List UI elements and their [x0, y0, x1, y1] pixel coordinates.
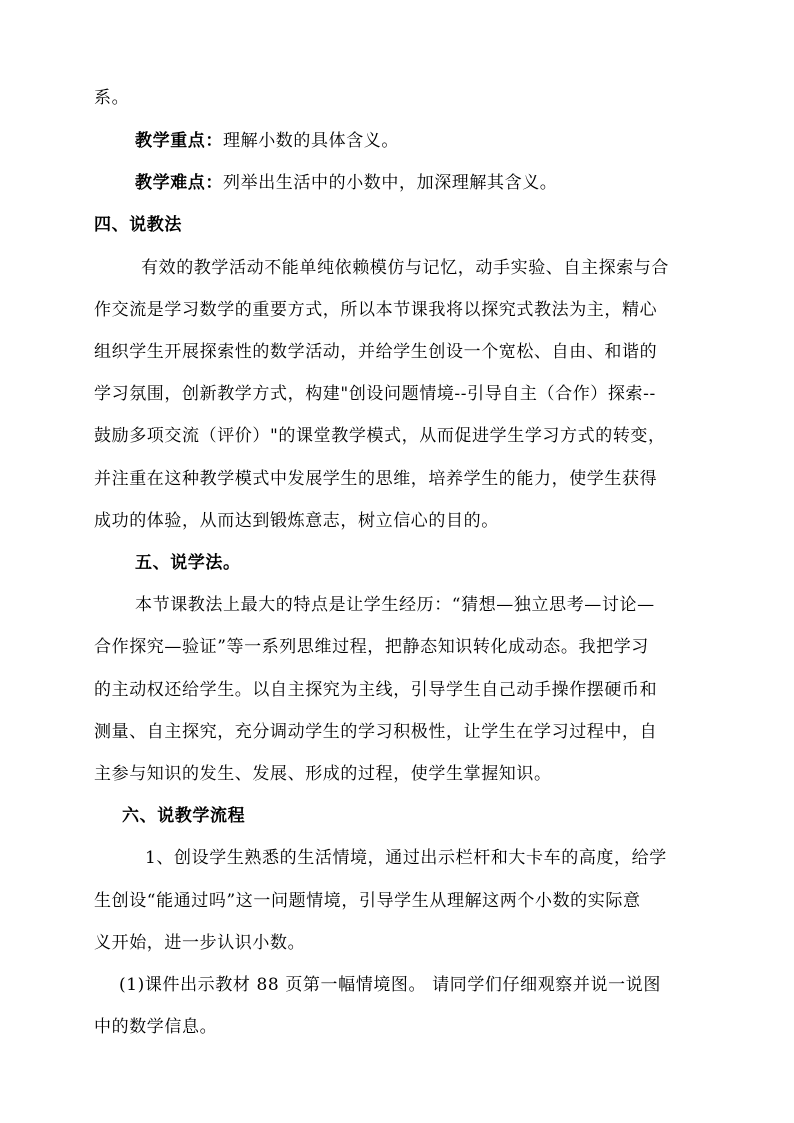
- difficult-point-line: [135, 171, 557, 195]
- paragraph-line: 的主动权还给学生。以自主探究为主线，引导学生自己动手操作摆硬币和: [94, 680, 658, 700]
- difficult-point-label: 教学难点：: [135, 173, 223, 193]
- paragraph-line: 主参与知识的发生、发展、形成的过程，使学生掌握知识。: [94, 764, 552, 784]
- paragraph-line: 鼓励多项交流（评价）"的课堂教学模式，从而促进学生学习方式的转变，: [94, 426, 666, 446]
- paragraph-line: 学习氛围，创新教学方式，构建"创设问题情境--引导自主（合作）探索--: [94, 384, 656, 404]
- paragraph-line: 生创设“能通过吗”这一问题情境，引导学生从理解这两个小数的实际意: [94, 891, 641, 911]
- key-point-label: 教学重点：: [135, 131, 223, 151]
- paragraph-line: (1)课件出示教材 88 页第一幅情境图。 请同学们仔细观察并说一说图: [119, 975, 661, 995]
- paragraph-line: 有效的教学活动不能单纯依赖模仿与记忆，动手实验、自主探索与合: [141, 258, 669, 278]
- paragraph-line: 义开始，进一步认识小数。: [94, 933, 306, 953]
- paragraph-line: 1、创设学生熟悉的生活情境，通过出示栏杆和大卡车的高度，给学: [145, 848, 667, 868]
- key-point-text: 理解小数的具体含义。: [223, 131, 399, 151]
- key-point-line: [135, 129, 399, 153]
- section-heading-5: 五、说学法。: [135, 553, 241, 573]
- paragraph-line: 中的数学信息。: [94, 1017, 218, 1037]
- paragraph-line: 本节课教法上最大的特点是让学生经历：“猜想—独立思考—讨论—: [135, 595, 655, 615]
- paragraph-line: 系。: [94, 88, 130, 108]
- paragraph-line: 成功的体验，从而达到锻炼意志，树立信心的目的。: [94, 511, 499, 531]
- paragraph-line: 作交流是学习数学的重要方式，所以本节课我将以探究式教法为主，精心: [94, 300, 658, 320]
- paragraph-line: 合作探究—验证”等一系列思维过程，把静态知识转化成动态。我把学习: [94, 637, 649, 657]
- difficult-point-text: 列举出生活中的小数中，加深理解其含义。: [223, 173, 558, 193]
- section-heading-4: 四、说教法: [94, 215, 182, 235]
- paragraph-line: 并注重在这种教学模式中发展学生的思维，培养学生的能力，使学生获得: [94, 469, 658, 489]
- section-heading-6: 六、说教学流程: [122, 806, 246, 826]
- paragraph-line: 组织学生开展探索性的数学活动，并给学生创设一个宽松、自由、和谐的: [94, 342, 658, 362]
- paragraph-line: 测量、自主探究，充分调动学生的学习积极性，让学生在学习过程中，自: [94, 722, 658, 742]
